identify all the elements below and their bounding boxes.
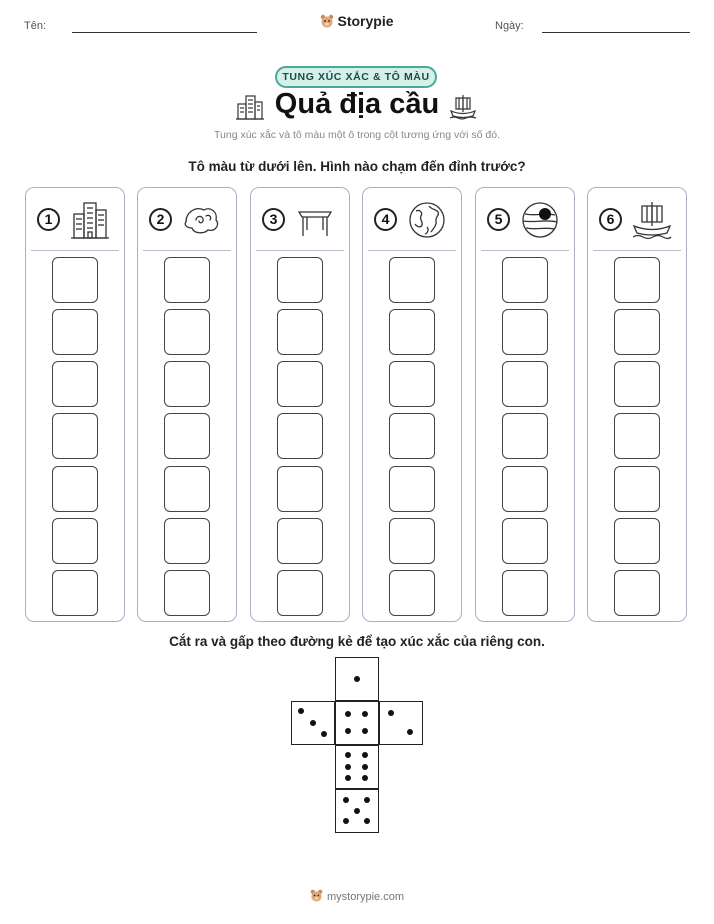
die-face-3 xyxy=(291,701,335,745)
die-face-1 xyxy=(335,657,379,701)
color-cell[interactable] xyxy=(502,413,548,459)
die-pip xyxy=(345,711,351,717)
color-cell[interactable] xyxy=(614,309,660,355)
column-divider xyxy=(481,250,569,251)
color-cell[interactable] xyxy=(52,361,98,407)
instruction: Tô màu từ dưới lên. Hình nào chạm đến đỉnh trước? xyxy=(188,159,526,174)
color-cell[interactable] xyxy=(389,309,435,355)
color-cell[interactable] xyxy=(164,518,210,564)
color-cell[interactable] xyxy=(502,466,548,512)
color-cell[interactable] xyxy=(52,570,98,616)
color-cell[interactable] xyxy=(389,361,435,407)
date-line[interactable] xyxy=(542,32,690,33)
column-header xyxy=(588,188,686,250)
column-number: 6 xyxy=(599,208,622,231)
table-icon xyxy=(295,200,335,240)
color-cell[interactable] xyxy=(52,413,98,459)
die-pip xyxy=(343,818,349,824)
die-pip xyxy=(298,708,304,714)
column-4 xyxy=(362,187,462,622)
color-cell[interactable] xyxy=(502,361,548,407)
die-face-4 xyxy=(335,701,379,745)
die-pip xyxy=(364,797,370,803)
buildings-icon xyxy=(70,200,110,240)
bear-icon xyxy=(320,14,334,28)
color-cell[interactable] xyxy=(52,518,98,564)
date-label: Ngày: xyxy=(495,20,524,32)
die-pip xyxy=(345,775,351,781)
ship-icon xyxy=(632,200,672,240)
column-header xyxy=(363,188,461,250)
planet-icon xyxy=(520,200,560,240)
subtitle: Tung xúc xắc và tô màu một ô trong cột tương ứng với số đó. xyxy=(214,129,500,141)
color-cell[interactable] xyxy=(389,466,435,512)
column-number: 4 xyxy=(374,208,397,231)
color-cell[interactable] xyxy=(164,570,210,616)
color-cell[interactable] xyxy=(164,466,210,512)
color-cell[interactable] xyxy=(614,413,660,459)
color-cell[interactable] xyxy=(277,361,323,407)
column-3 xyxy=(250,187,350,622)
die-pip xyxy=(362,711,368,717)
color-cell[interactable] xyxy=(52,466,98,512)
die-pip xyxy=(362,764,368,770)
die-face-2 xyxy=(379,701,423,745)
column-header xyxy=(138,188,236,250)
column-number: 3 xyxy=(262,208,285,231)
color-cell[interactable] xyxy=(277,518,323,564)
column-divider xyxy=(143,250,231,251)
color-cell[interactable] xyxy=(164,361,210,407)
color-cell[interactable] xyxy=(614,361,660,407)
column-number: 1 xyxy=(37,208,60,231)
die-pip xyxy=(364,818,370,824)
die-face-5 xyxy=(335,789,379,833)
color-cell[interactable] xyxy=(164,309,210,355)
color-cell[interactable] xyxy=(277,466,323,512)
die-pip xyxy=(362,728,368,734)
brand-name: Storypie xyxy=(337,13,394,29)
column-5 xyxy=(475,187,575,622)
column-6 xyxy=(587,187,687,622)
column-header xyxy=(476,188,574,250)
color-cell[interactable] xyxy=(389,518,435,564)
die-pip xyxy=(407,729,413,735)
column-1 xyxy=(25,187,125,622)
column-divider xyxy=(368,250,456,251)
color-cell[interactable] xyxy=(502,257,548,303)
color-cell[interactable] xyxy=(164,257,210,303)
color-cell[interactable] xyxy=(52,257,98,303)
color-cell[interactable] xyxy=(277,570,323,616)
die-pip xyxy=(354,808,360,814)
color-cell[interactable] xyxy=(614,257,660,303)
die-pip xyxy=(345,764,351,770)
die-pip xyxy=(345,752,351,758)
ship-icon xyxy=(449,94,477,120)
color-cell[interactable] xyxy=(389,413,435,459)
globe-icon xyxy=(407,200,447,240)
footer xyxy=(0,889,714,903)
die-pip xyxy=(362,752,368,758)
page-title: Quả địa cầu xyxy=(274,88,440,120)
color-cell[interactable] xyxy=(389,257,435,303)
brand-logo xyxy=(0,13,714,29)
die-pip xyxy=(345,728,351,734)
color-cell[interactable] xyxy=(389,570,435,616)
color-cell[interactable] xyxy=(502,518,548,564)
color-cell[interactable] xyxy=(614,466,660,512)
die-face-6 xyxy=(335,745,379,789)
column-divider xyxy=(31,250,119,251)
die-pip xyxy=(362,775,368,781)
column-number: 2 xyxy=(149,208,172,231)
name-line[interactable] xyxy=(72,32,257,33)
color-cell[interactable] xyxy=(52,309,98,355)
color-cell[interactable] xyxy=(277,309,323,355)
color-cell[interactable] xyxy=(164,413,210,459)
column-2 xyxy=(137,187,237,622)
die-pip xyxy=(343,797,349,803)
die-pip xyxy=(354,676,360,682)
color-cell[interactable] xyxy=(277,413,323,459)
cut-instruction: Cắt ra và gấp theo đường kẻ để tạo xúc xắc của riêng con. xyxy=(169,634,545,649)
color-cell[interactable] xyxy=(277,257,323,303)
name-label: Tên: xyxy=(24,20,47,32)
color-cell[interactable] xyxy=(614,518,660,564)
color-cell[interactable] xyxy=(502,570,548,616)
die-pip xyxy=(310,720,316,726)
activity-tag: TUNG XÚC XẮC & TÔ MÀU xyxy=(275,66,437,88)
color-cell[interactable] xyxy=(614,570,660,616)
color-cell[interactable] xyxy=(502,309,548,355)
column-number: 5 xyxy=(487,208,510,231)
footer-url[interactable]: mystorypie.com xyxy=(326,891,405,903)
column-divider xyxy=(593,250,681,251)
column-header xyxy=(26,188,124,250)
die-pip xyxy=(388,710,394,716)
bear-icon xyxy=(310,889,323,902)
die-pip xyxy=(321,731,327,737)
column-divider xyxy=(256,250,344,251)
wind-icon xyxy=(182,200,222,240)
column-header xyxy=(251,188,349,250)
